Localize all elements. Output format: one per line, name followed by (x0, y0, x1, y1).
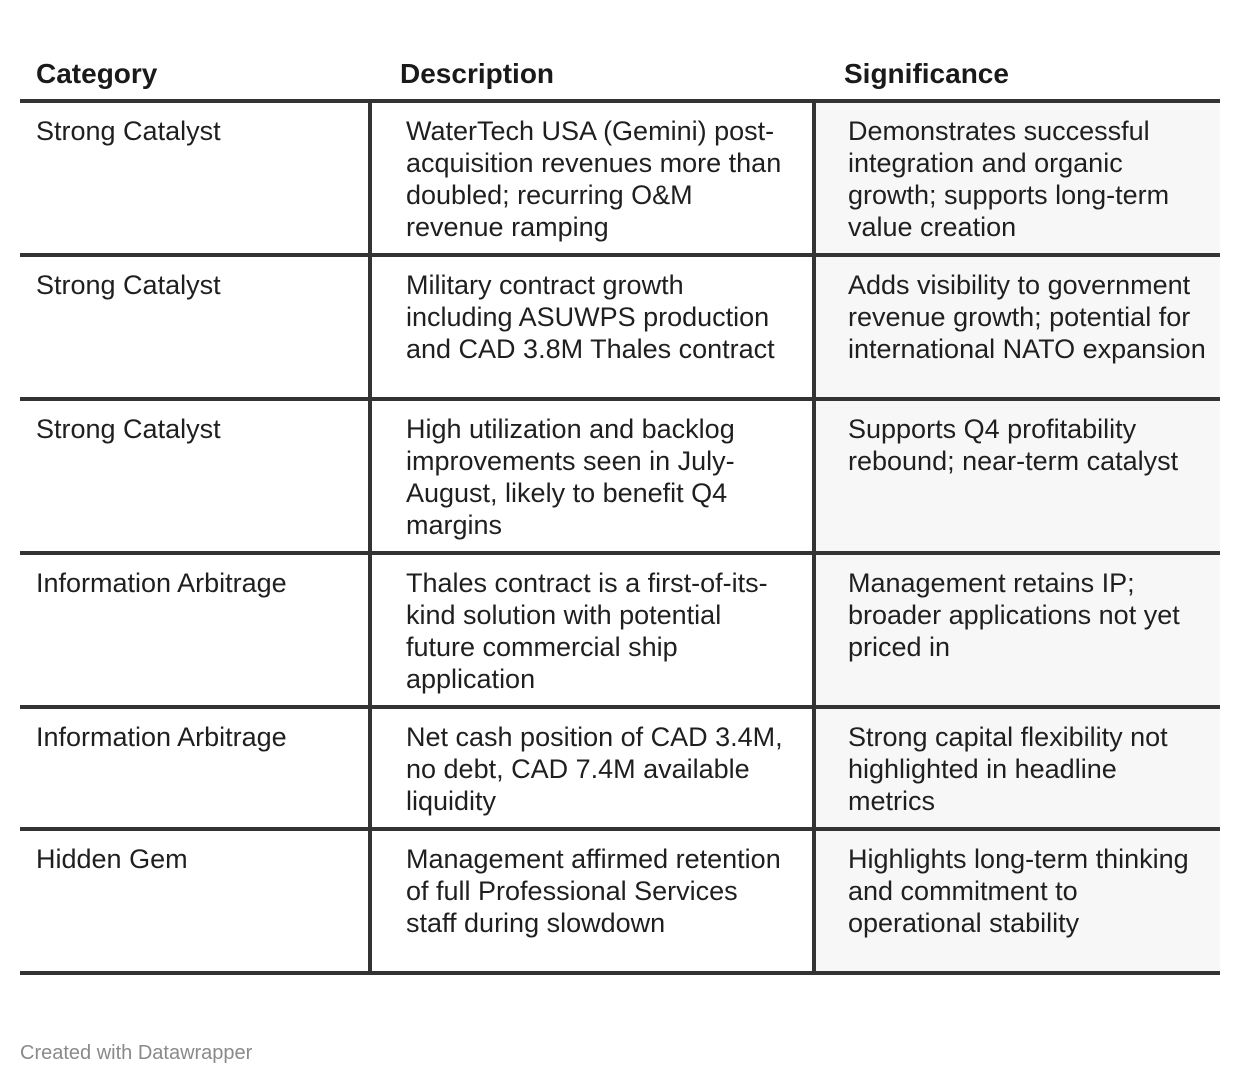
data-table (20, 50, 1220, 975)
description-cell: Management affirmed retention of full Professional Services staff during slowdown (370, 829, 814, 973)
column-header-significance[interactable]: Significance (814, 50, 1220, 101)
category-cell: Information Arbitrage (20, 553, 370, 707)
description-cell: Thales contract is a first-of-its-kind solution with potential future commercial ship application (370, 553, 814, 707)
table-row (20, 707, 1220, 829)
significance-cell: Supports Q4 profitability rebound; near-term catalyst (814, 399, 1220, 553)
category-cell: Information Arbitrage (20, 707, 370, 829)
header-row (20, 50, 1220, 101)
description-cell: Net cash position of CAD 3.4M, no debt, CAD 7.4M available liquidity (370, 707, 814, 829)
table-row (20, 553, 1220, 707)
category-cell: Strong Catalyst (20, 101, 370, 255)
table-row (20, 829, 1220, 973)
table-row (20, 255, 1220, 399)
category-cell: Hidden Gem (20, 829, 370, 973)
significance-cell: Highlights long-term thinking and commitment to operational stability (814, 829, 1220, 973)
data-table-container (20, 50, 1220, 975)
significance-cell: Strong capital flexibility not highlighted in headline metrics (814, 707, 1220, 829)
table-row (20, 101, 1220, 255)
description-cell: Military contract growth including ASUWPS production and CAD 3.8M Thales contract (370, 255, 814, 399)
table-row (20, 399, 1220, 553)
table-body (20, 101, 1220, 973)
table-header (20, 50, 1220, 101)
column-header-description[interactable]: Description (370, 50, 814, 101)
category-cell: Strong Catalyst (20, 399, 370, 553)
column-header-category[interactable]: Category (20, 50, 370, 101)
description-cell: WaterTech USA (Gemini) post-acquisition revenues more than doubled; recurring O&M revenue ramping (370, 101, 814, 255)
significance-cell: Demonstrates successful integration and organic growth; supports long-term value creation (814, 101, 1220, 255)
significance-cell: Adds visibility to government revenue growth; potential for international NATO expansion (814, 255, 1220, 399)
datawrapper-credit[interactable]: Created with Datawrapper (20, 1042, 253, 1064)
description-cell: High utilization and backlog improvements seen in July-August, likely to benefit Q4 margins (370, 399, 814, 553)
significance-cell: Management retains IP; broader applications not yet priced in (814, 553, 1220, 707)
category-cell: Strong Catalyst (20, 255, 370, 399)
